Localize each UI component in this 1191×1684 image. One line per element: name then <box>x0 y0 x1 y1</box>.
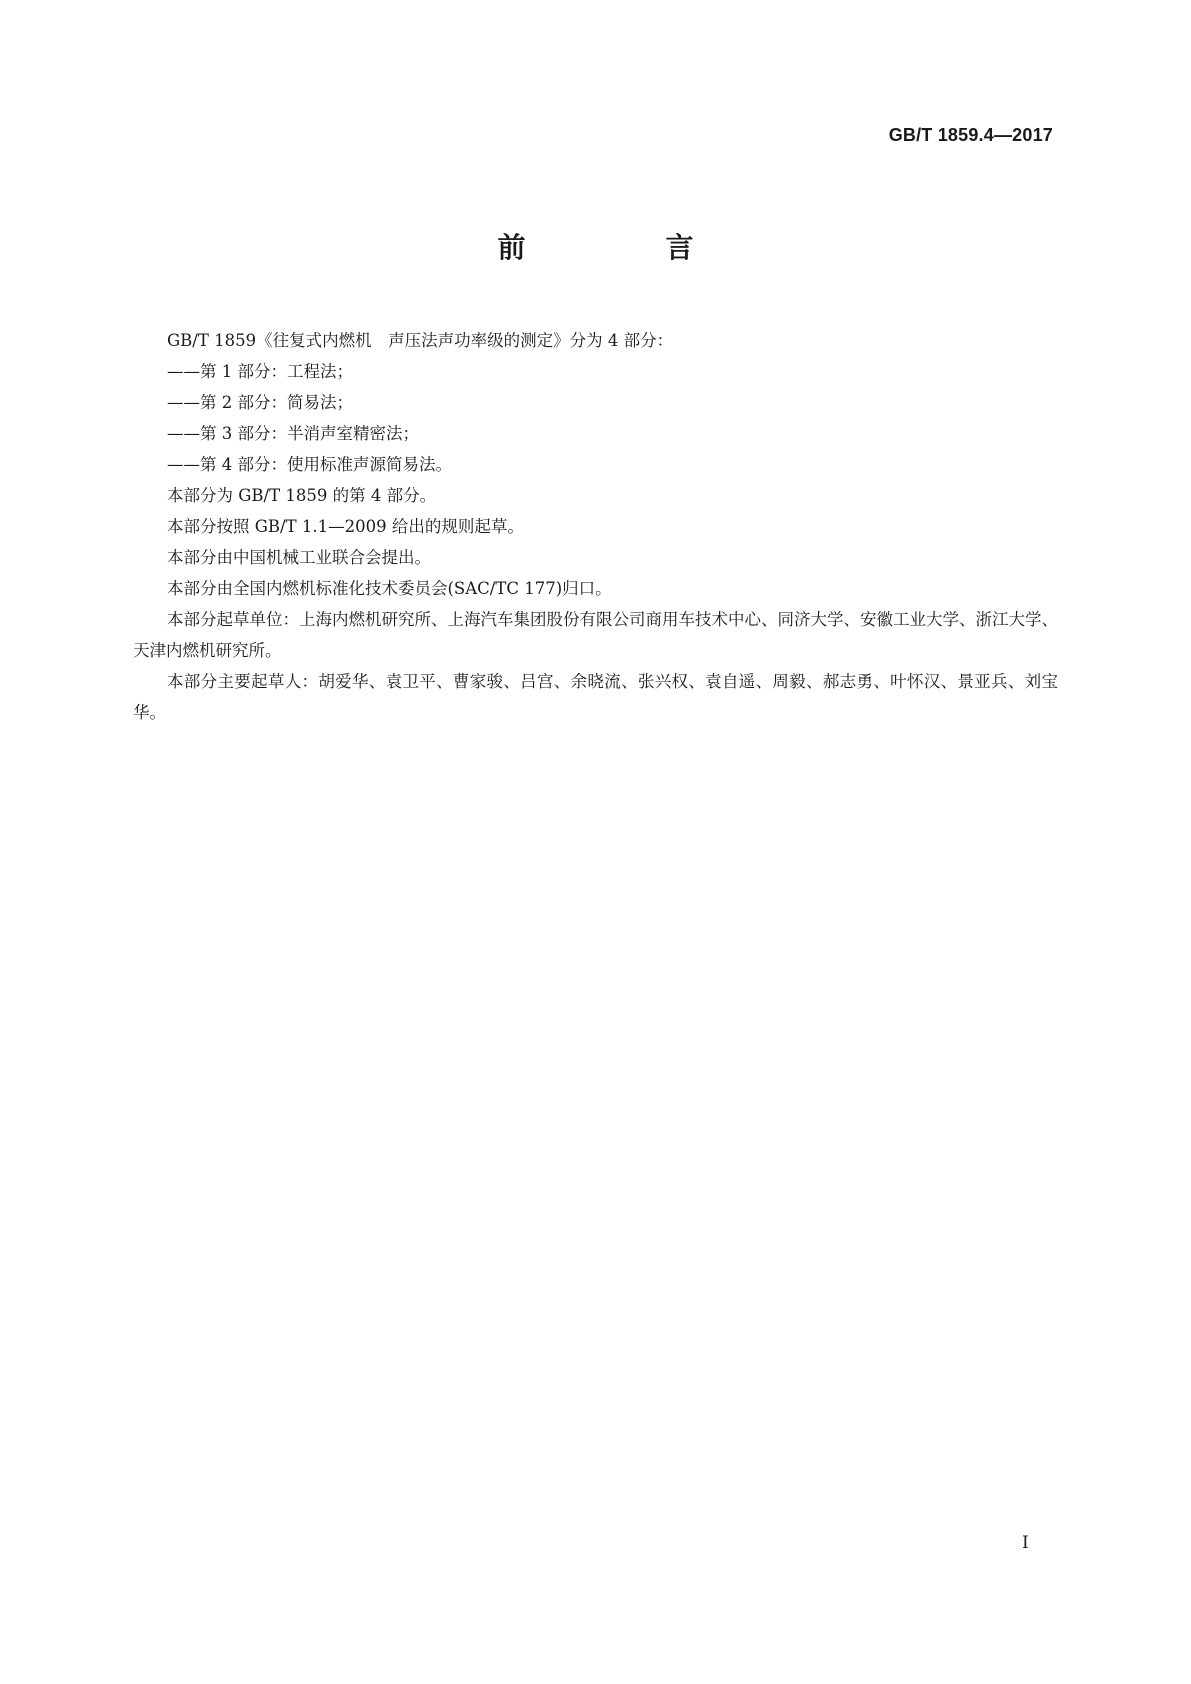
paragraph-drafting-rules: 本部分按照 GB/T 1.1—2009 给出的规则起草。 <box>167 517 524 536</box>
paragraph-drafting-units: 本部分起草单位：上海内燃机研究所、上海汽车集团股份有限公司商用车技术中心、同济大学、安徽工业大学、浙江大学、天津内燃机研究所。 <box>133 610 1058 660</box>
paragraph-responsible-committee: 本部分由全国内燃机标准化技术委员会(SAC/TC 177)归口。 <box>167 579 612 598</box>
foreword-body <box>133 325 1058 728</box>
paragraph-part-statement: 本部分为 GB/T 1859 的第 4 部分。 <box>167 486 437 505</box>
standard-code: GB/T 1859.4—2017 <box>888 125 1053 145</box>
paragraph-intro: GB/T 1859《往复式内燃机 声压法声功率级的测定》分为 4 部分： <box>167 331 674 350</box>
list-item-part-4: ——第 4 部分：使用标准声源简易法。 <box>167 455 452 474</box>
list-item-part-2: ——第 2 部分：简易法； <box>167 393 353 412</box>
page-number: I <box>1022 1533 1029 1553</box>
page-title: 前 言 <box>497 231 750 264</box>
paragraph-proposer: 本部分由中国机械工业联合会提出。 <box>167 548 431 567</box>
list-item-part-3: ——第 3 部分：半消声室精密法； <box>167 424 419 443</box>
paragraph-main-drafters: 本部分主要起草人：胡爱华、袁卫平、曹家骏、吕宫、余晓流、张兴权、袁自遥、周毅、郝志勇、叶怀汉、景亚兵、刘宝华。 <box>133 672 1058 722</box>
list-item-part-1: ——第 1 部分：工程法； <box>167 362 353 381</box>
